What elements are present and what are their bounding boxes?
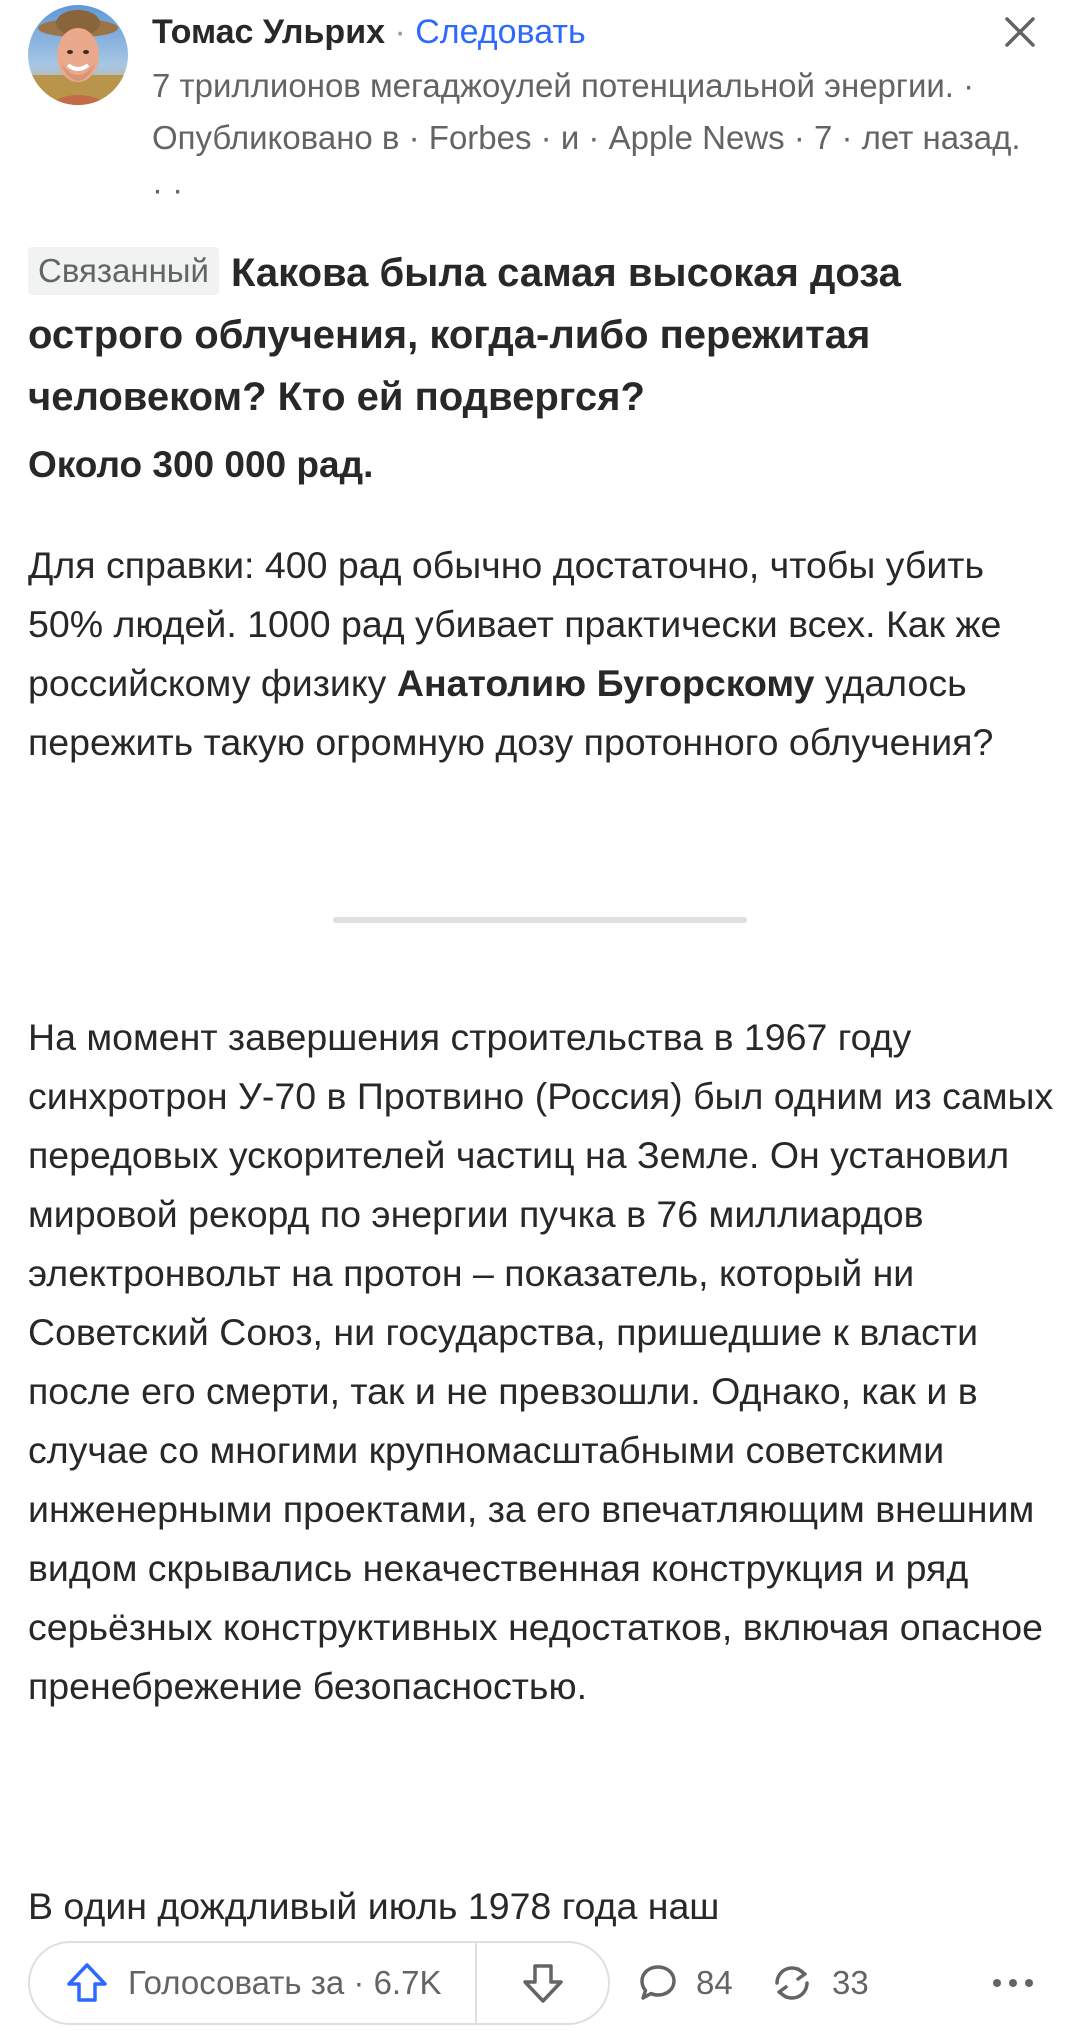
paragraph-text: удалось пережить такую огромную дозу протонного облучения? [28, 662, 994, 763]
separator: · [394, 13, 406, 51]
comments-button[interactable] [636, 1941, 733, 2025]
action-bar [0, 1935, 1080, 2035]
upvote-button[interactable] [30, 1943, 477, 2023]
answer-paragraph-3: В один дождливый июль 1978 года наш [28, 1885, 720, 1927]
follow-link[interactable]: Следовать [415, 13, 586, 51]
share-button[interactable] [768, 1941, 869, 2025]
more-options-button[interactable] [985, 1941, 1041, 2025]
paragraph-text: Для справки: 400 рад обычно достаточно, чтобы убить 50% людей. 1000 рад убивает практически всех. Как же российскому физику [28, 544, 1002, 704]
author-name[interactable]: Томас Ульрих [152, 13, 386, 51]
share-cycle-icon [768, 1961, 816, 2005]
answer-header [28, 0, 1052, 215]
upvote-label: Голосовать за · 6.7K [128, 1964, 442, 2001]
related-tag: Связанный [28, 247, 219, 295]
shares-count: 33 [832, 1964, 869, 2001]
answer-paragraph-2: На момент завершения строительства в 1967 году синхротрон У-70 в Протвино (Россия) был одним из самых передовых ускорителей частиц на Земле. Он установил мировой рекорд по энергии пучка в 76 миллиардов электронвольт на протон – показатель, который ни Советский Союз, ни государства, пришедшие к власти после его смерти, так и не превзошли. Однако, как и в случае со многими крупномасштабными советскими инженерными проектами, за его впечатляющим внешним видом скрывались некачественная конструкция и ряд серьёзных конструктивных недостатков, включая опасное пренебрежение безопасностью. [28, 1016, 1054, 1707]
avatar[interactable] [28, 5, 128, 105]
downvote-arrow-icon [520, 1960, 566, 2006]
close-button[interactable] [996, 8, 1044, 56]
related-question-text[interactable]: Какова была самая высокая доза острого облучения, когда-либо пережитая человеком? Кто ей подвергся? [28, 251, 901, 419]
more-dots-icon [991, 1977, 1035, 1989]
downvote-button[interactable] [477, 1943, 608, 2023]
related-question[interactable] [28, 242, 1058, 428]
upvote-arrow-icon [64, 1960, 110, 2006]
author-line [152, 8, 586, 56]
comments-count: 84 [696, 1964, 733, 2001]
comment-bubble-icon [636, 1961, 680, 2005]
section-divider [333, 917, 747, 923]
author-credential: 7 триллионов мегаджоулей потенциальной энергии. · Опубликовано в · Forbes · и · Apple News · 7 · лет назад. · · [152, 67, 1021, 208]
answer-lead: Около 300 000 рад. [28, 444, 374, 485]
vote-group [28, 1941, 610, 2025]
answer-paragraph-1 [28, 536, 1058, 772]
bold-name: Анатолию Бугорскому [396, 662, 815, 704]
close-icon [996, 8, 1044, 56]
